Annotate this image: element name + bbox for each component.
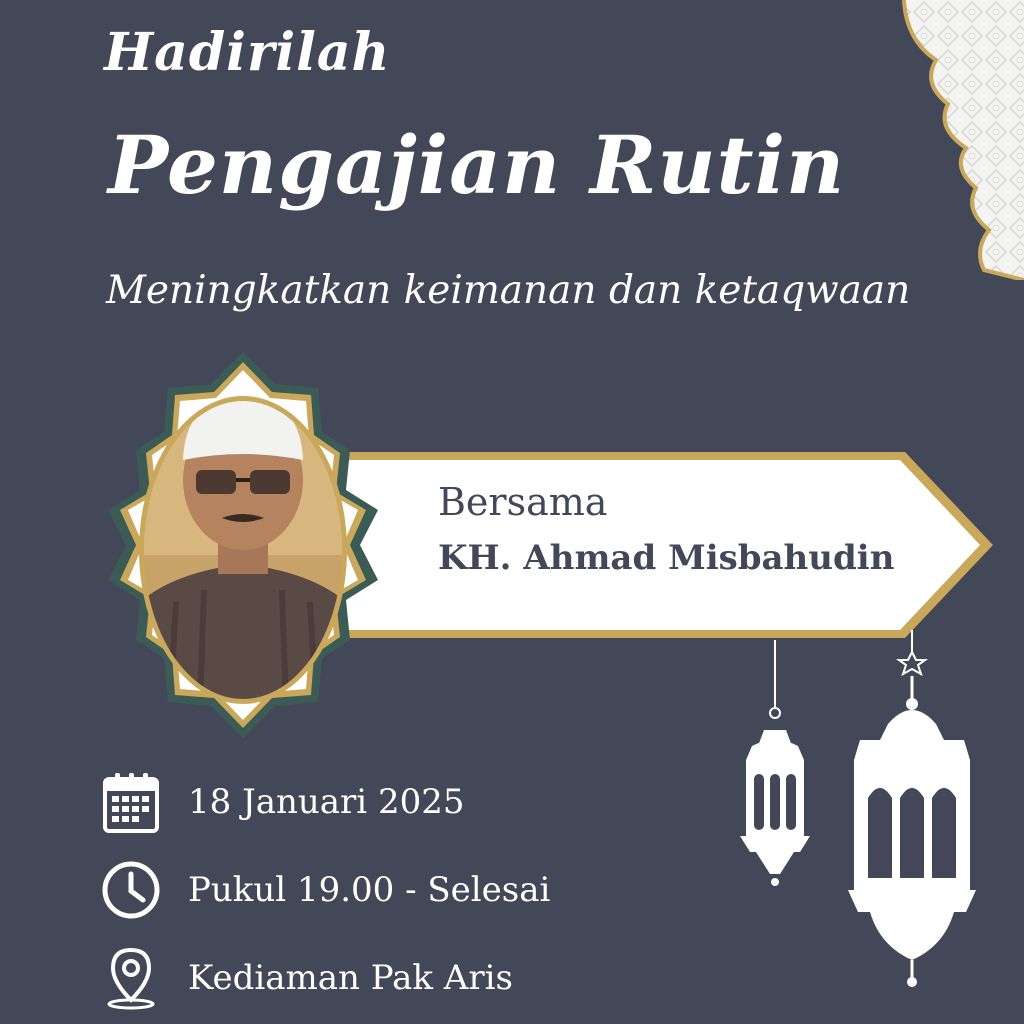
corner-ornament [864, 0, 1024, 280]
event-date-row [100, 770, 465, 834]
lantern-icon [730, 630, 990, 1000]
event-time: Pukul 19.00 - Selesai [188, 870, 551, 910]
location-pin-icon [100, 947, 162, 1009]
event-place: Kediaman Pak Aris [188, 958, 513, 998]
event-time-row [100, 858, 550, 922]
clock-icon [100, 859, 162, 921]
event-date: 18 Januari 2025 [188, 782, 465, 822]
speaker-intro: Bersama [438, 480, 608, 524]
event-title: Pengajian Rutin [108, 118, 846, 212]
event-place-row [100, 946, 513, 1010]
calendar-icon [100, 771, 162, 833]
eyebrow-title: Hadirilah [104, 22, 391, 83]
event-tagline: Meningkatkan keimanan dan ketaqwaan [106, 268, 911, 313]
speaker-name: KH. Ahmad Misbahudin [438, 538, 895, 578]
